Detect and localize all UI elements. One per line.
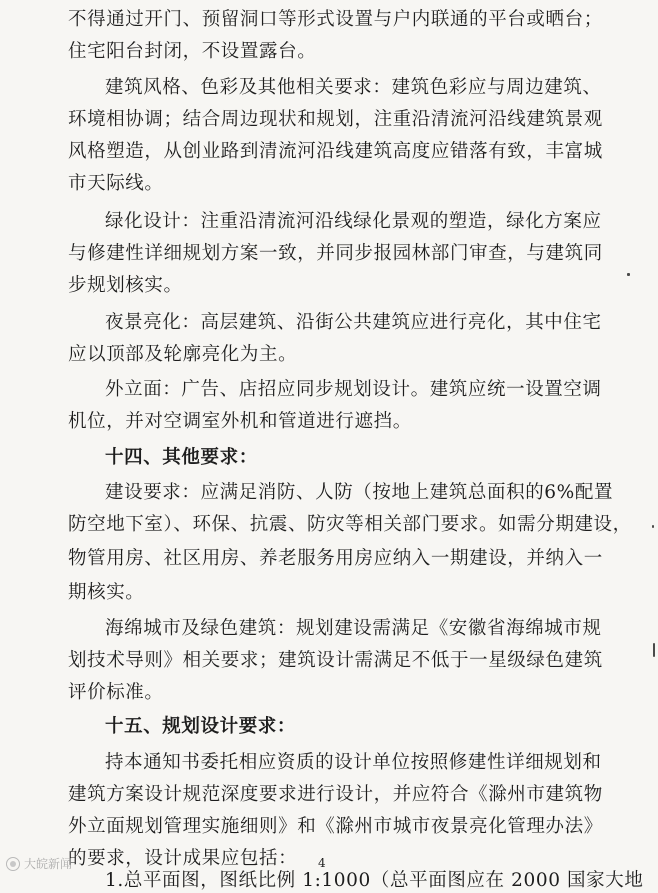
text-line: 防空地下室）、环保、抗震、防灾等相关部门要求。如需分期建设， <box>68 514 632 535</box>
scan-speck <box>627 273 630 276</box>
text-line: 与修建性详细规划方案一致，并同步报园林部门审查，与建筑同 <box>68 243 603 264</box>
text-line: 划技术导则》相关要求；建筑设计需满足不低于一星级绿色建筑 <box>68 650 603 671</box>
text-line: 应以顶部及轮廓亮化为主。 <box>68 344 298 365</box>
text-line: 外立面规划管理实施细则》和《滁州市城市夜景亮化管理办法》 <box>68 816 603 837</box>
text-line: 绿化设计：注重沿清流河沿线绿化景观的塑造，绿化方案应 <box>105 211 602 232</box>
watermark <box>6 856 72 872</box>
text-line: 风格塑造，从创业路到清流河沿线建筑高度应错落有致，丰富城 <box>68 141 603 162</box>
scan-speck <box>652 525 654 528</box>
text-line: 住宅阳台封闭，不设置露台。 <box>68 41 317 62</box>
text-line: 的要求，设计成果应包括： <box>68 848 298 869</box>
text-line: 外立面：广告、店招应同步规划设计。建筑应统一设置空调 <box>105 379 602 400</box>
text-line: 机位，并对空调室外机和管道进行遮挡。 <box>68 411 412 432</box>
text-line: 建设要求：应满足消防、人防（按地上建筑总面积的6%配置 <box>105 482 614 503</box>
circle-logo-icon <box>6 857 20 871</box>
text-line: 海绵城市及绿色建筑：规划建设需满足《安徽省海绵城市规 <box>105 618 602 639</box>
text-line: 不得通过开门、预留洞口等形式设置与户内联通的平台或晒台； <box>68 9 603 30</box>
text-line: 建筑方案设计规范深度要求进行设计，并应符合《滁州市建筑物 <box>68 784 603 805</box>
text-line: 期核实。 <box>68 582 145 603</box>
section-heading: 十四、其他要求： <box>105 447 258 468</box>
text-line: 夜景亮化：高层建筑、沿街公共建筑应进行亮化，其中住宅 <box>105 312 602 333</box>
text-line: 持本通知书委托相应资质的设计单位按照修建性详细规划和 <box>105 752 602 773</box>
text-line: 环境相协调；结合周边现状和规划，注重沿清流河沿线建筑景观 <box>68 109 603 130</box>
text-line: 1.总平面图，图纸比例 1:1000（总平面图应在 2000 国家大地 <box>105 870 644 891</box>
text-line: 评价标准。 <box>68 682 164 703</box>
text-line: 物管用房、社区用房、养老服务用房应纳入一期建设，并纳入一 <box>68 548 603 569</box>
section-heading: 十五、规划设计要求： <box>105 716 297 737</box>
scan-speck <box>653 643 655 657</box>
text-line: 步规划核实。 <box>68 275 183 296</box>
page-number: 4 <box>318 856 326 870</box>
watermark-text: 大皖新闻 <box>24 857 73 871</box>
text-line: 市天际线。 <box>68 173 164 194</box>
text-line: 建筑风格、色彩及其他相关要求：建筑色彩应与周边建筑、 <box>105 77 602 98</box>
